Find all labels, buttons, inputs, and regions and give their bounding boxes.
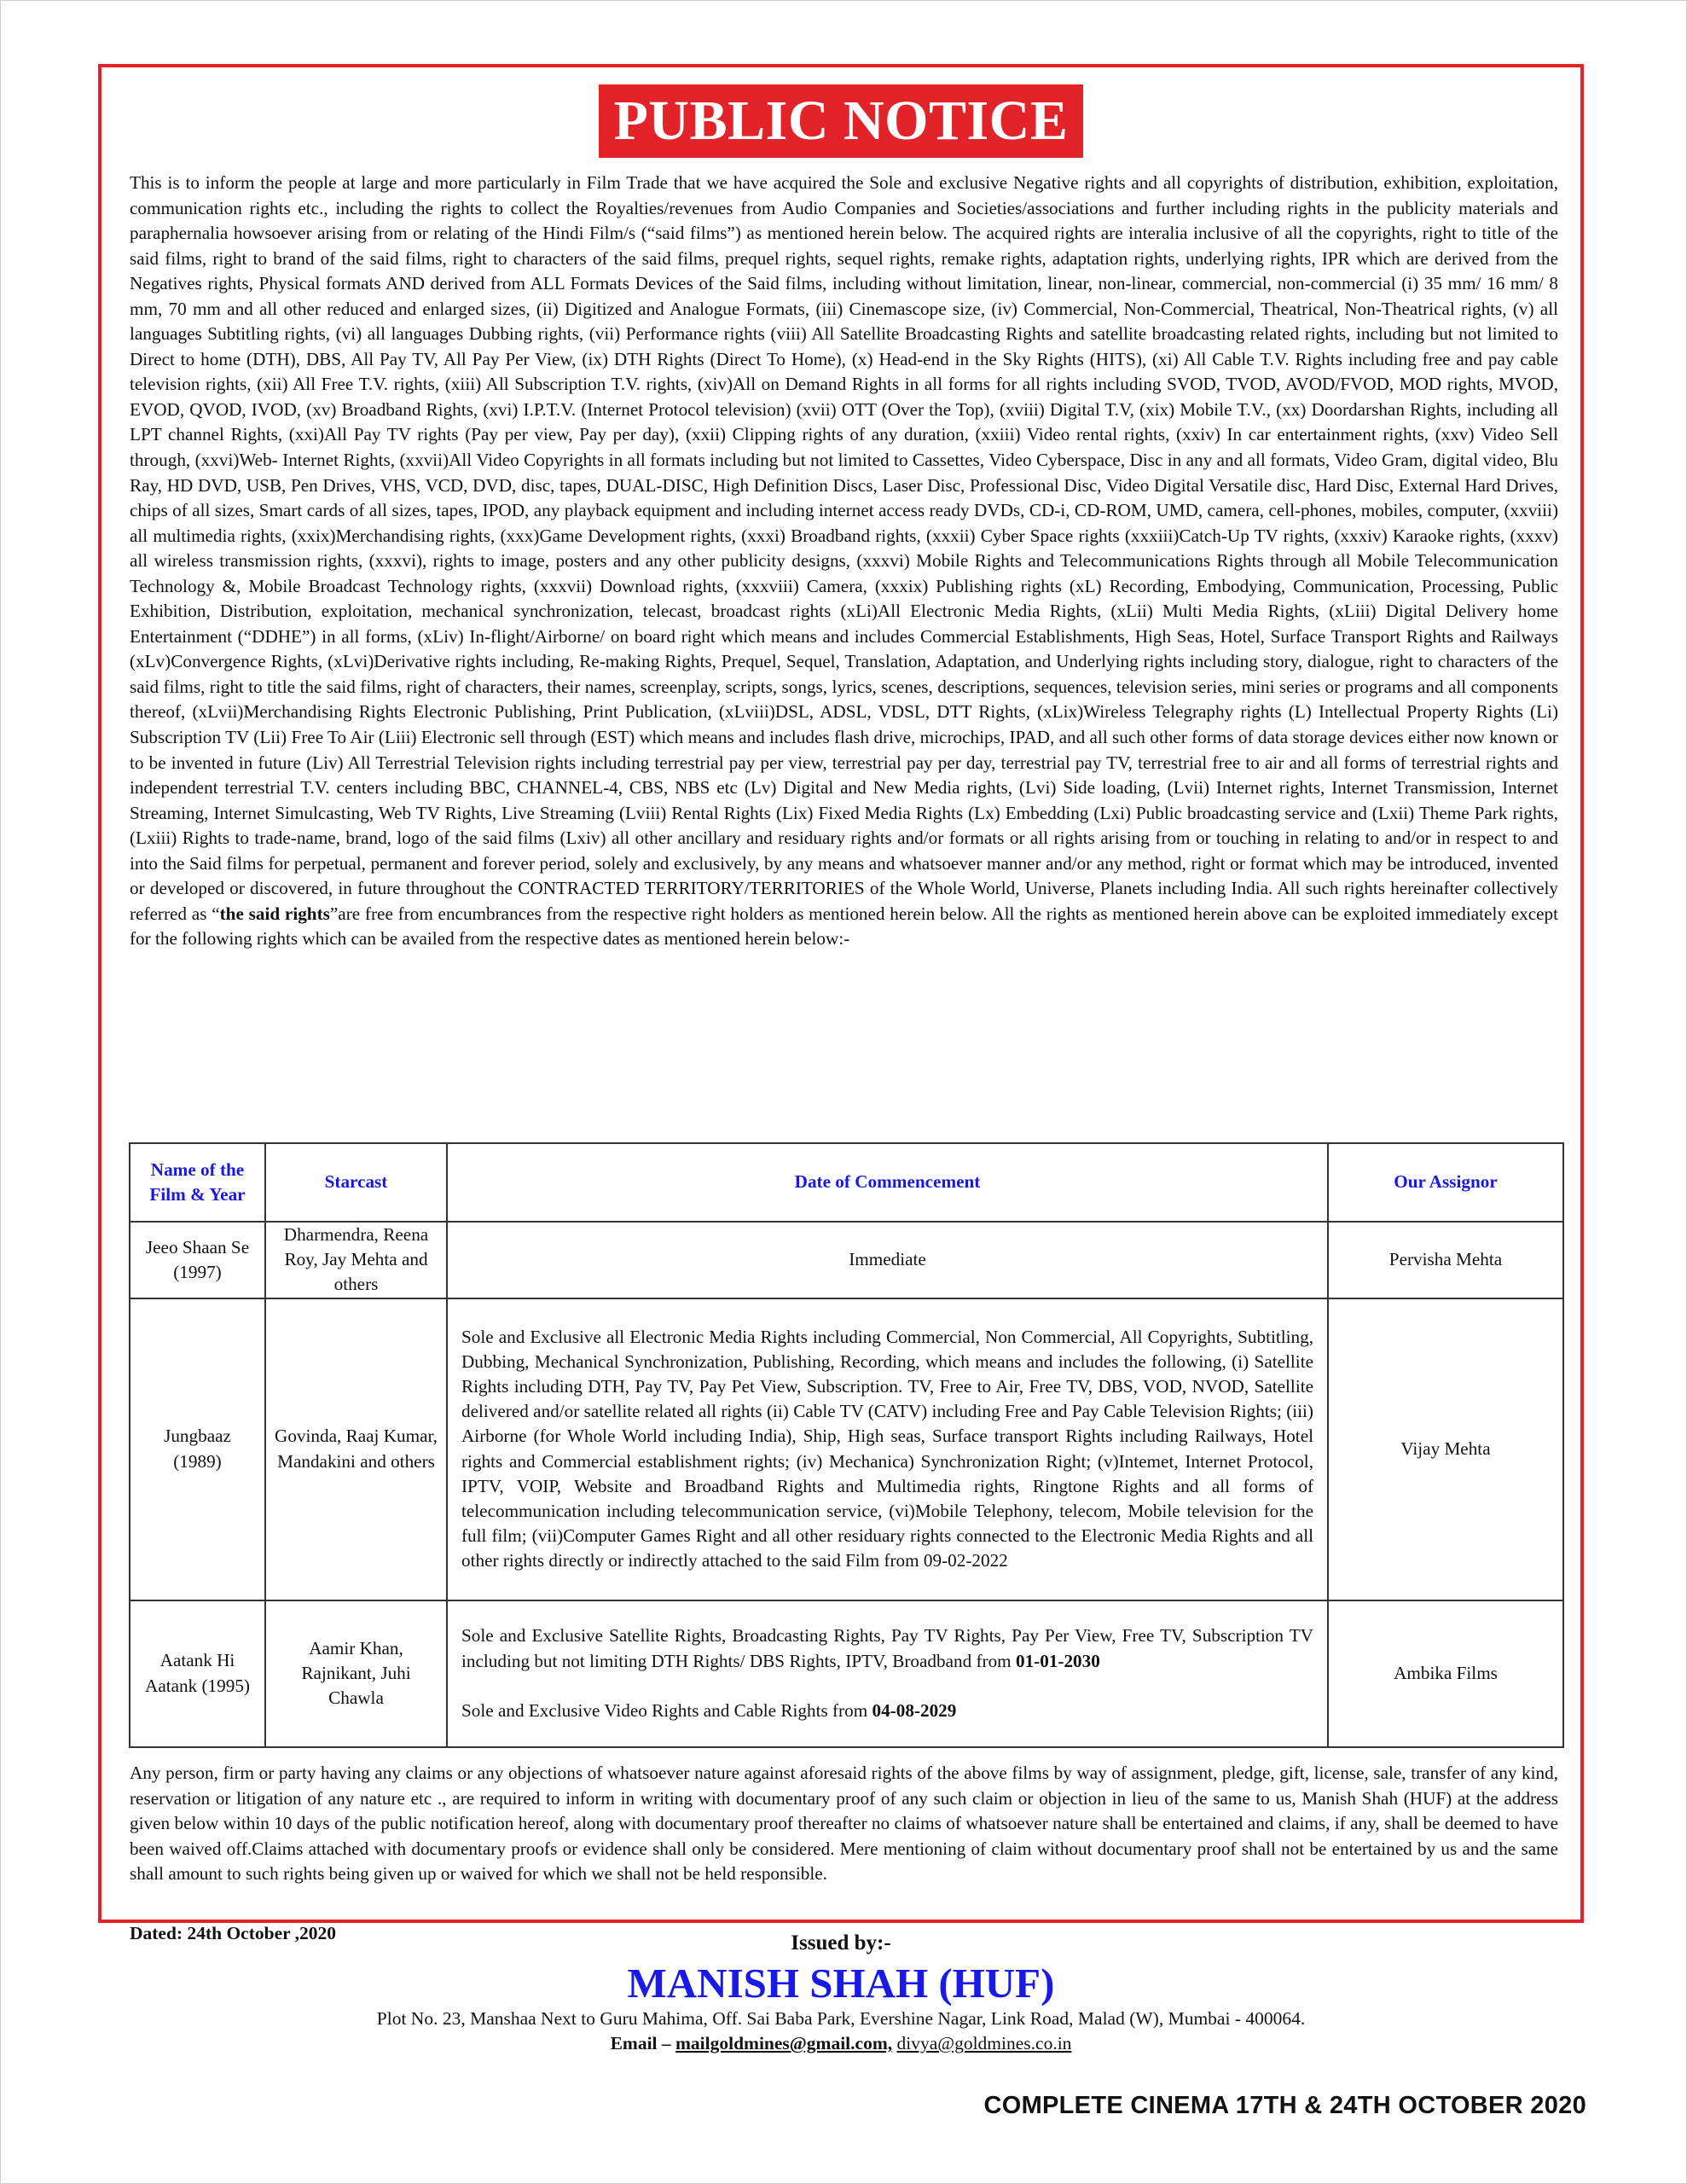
- email-link-primary[interactable]: mailgoldmines@gmail.com,: [675, 2033, 893, 2053]
- film-cell: Aatank Hi Aatank (1995): [130, 1600, 265, 1747]
- date-cell: Immediate: [447, 1222, 1328, 1298]
- notice-title: PUBLIC NOTICE: [599, 84, 1084, 158]
- title-wrap: [101, 84, 1580, 158]
- date-text-2: Sole and Exclusive Video Rights and Cable Rights from: [461, 1699, 872, 1721]
- films-table: [129, 1142, 1564, 1748]
- date-text-1: Sole and Exclusive Satellite Rights, Broadcasting Rights, Pay TV Rights, Pay Per View, Free TV, Subscription TV including but not limiting DTH Rights/ DBS Rights, IPTV, Broadband from: [461, 1625, 1313, 1671]
- claims-paragraph: Any person, firm or party having any claims or any objections of whatsoever nature against aforesaid rights of the above films by way of assignment, pledge, gift, license, sale, transfer of any kind, reservation or litigation of any nature etc ., are required to inform in writing with documentary proof of any such claim or objection in lieu of the same to us, Manish Shah (HUF) at the address given below within 10 days of the public notification hereof, along with documentary proof thereafter no claims of whatsoever nature shall be entertained and claims, if any, shall be deemed to have been waived off.Claims attached with documentary proofs or evidence shall only be considered. Mere mentioning of claim without documentary proof shall not be entertained by us and the same shall amount to such rights being given up or waived for which we shall not be held responsible.: [130, 1763, 1558, 1885]
- date-cell: Sole and Exclusive all Electronic Media Rights including Commercial, Non Commercial, All Copyrights, Subtitling, Dubbing, Mechanical Synchronization, Publishing, Recording, which means and includes the following, (i) Satellite Rights including DTH, Pay TV, Pay Pet View, Subscription. TV, Free to Air, Free TV, DBS, VOD, NVOD, Satellite delivered and/or satellite related all rights (ii) Cable TV (CATV) including Free and Pay Cable Television Rights; (iii) Airborne (for Whole World including India), Ship, High seas, Surface transport Rights including Railways, Hotel rights and Commercial establishment rights; (iv) Mechanica) Synchronization Right; (v)Intemet, Internet Protocol, IPTV, VOIP, Website and Broadband Rights and Multimedia rights, Ringtone Rights and all forms of telecommunication including telecommunication service, (vi)Mobile Telephony, telecom, Mobile television for the full film; (vii)Computer Games Right and all other residuary rights connected to the Electronic Media Rights and all other rights directly or indirectly attached to the said Film from 09-02-2022: [447, 1298, 1328, 1600]
- starcast-cell: Aamir Khan, Rajnikant, Juhi Chawla: [265, 1600, 447, 1747]
- issuer-name: MANISH SHAH (HUF): [627, 1960, 1055, 2007]
- film-cell: Jeeo Shaan Se (1997): [130, 1222, 265, 1298]
- intro-paragraph: [130, 171, 1558, 952]
- header-date: Date of Commencement: [447, 1143, 1328, 1222]
- assignor-cell: Ambika Films: [1328, 1600, 1563, 1747]
- dated-line: Dated: 24th October ,2020: [130, 1923, 337, 1943]
- film-cell: Jungbaaz (1989): [130, 1298, 265, 1600]
- date-bold-1: 01-01-2030: [1015, 1650, 1100, 1671]
- spacer: [461, 1674, 1313, 1699]
- assignor-cell: Pervisha Mehta: [1328, 1222, 1563, 1298]
- table-row: [130, 1600, 1563, 1747]
- assignor-cell: Vijay Mehta: [1328, 1298, 1563, 1600]
- publication-footer: COMPLETE CINEMA 17TH & 24TH OCTOBER 2020: [983, 2092, 1586, 2119]
- intro-text-1: This is to inform the people at large and more particularly in Film Trade that we have acquired the Sole and exclusive Negative rights and all copyrights of distribution, exhibition, exploitation, communication rights etc., including the rights to collect the Royalties/revenues from Audio Companies and Societies/associations and further including rights in the publicity materials and paraphernalia howsoever arising from or relating of the Hindi Film/s (“said films”) as mentioned herein below. The acquired rights are interalia inclusive of all the copyrights, right to title of the said films, right to brand of the said films, right to characters of the said films, prequel rights, sequel rights, remake rights, adaptation rights, underlying rights, IPR which are derived from the Negatives rights, Physical formats AND derived from ALL Formats Devices of the Said films, including without limitation, linear, non-linear, commercial, non-commercial (i) 35 mm/ 16 mm/ 8 mm, 70 mm and all other reduced and enlarged sizes, (ii) Digitized and Analogue Formats, (iii) Cinemascope size, (iv) Commercial, Non-Commercial, Theatrical, Non-Theatrical rights, (v) all languages Subtitling rights, (vi) all languages Dubbing rights, (vii) Performance rights (viii) All Satellite Broadcasting Rights and satellite broadcasting related rights, including but not limited to Direct to home (DTH), DBS, All Pay TV, All Pay Per View, (ix) DTH Rights (Direct To Home), (x) Head-end in the Sky Rights (HITS), (xi) All Cable T.V. Rights including free and pay cable television rights, (xii) All Free T.V. rights, (xiii) All Subscription T.V. rights, (xiv)All on Demand Rights in all forms for all rights including SVOD, TVOD, AVOD/FVOD, MOD rights, MVOD, EVOD, QVOD, IVOD, (xv) Broadband Rights, (xvi) I.P.T.V. (Internet Protocol television) (xvii) OTT (Over the Top), (xviii) Digital T.V, (xix) Mobile T.V., (xx) Doordarshan Rights, including all LPT channel Rights, (xxi)All Pay TV rights (Pay per view, Pay per day), (xxii) Clipping rights of any duration, (xxiii) Video rental rights, (xxiv) In car entertainment rights, (xxv) Video Sell through, (xxvi)Web- Internet Rights, (xxvii)All Video Copyrights in all formats including but not limited to Cassettes, Video Cyberspace, Disc in any and all formats, Video Gram, digital video, Blu Ray, HD DVD, USB, Pen Drives, VHS, VCD, DVD, disc, tapes, DUAL-DISC, High Definition Discs, Laser Disc, Professional Disc, Video Digital Versatile disc, Hard Disc, External Hard Drives, chips of all sizes, Smart cards of all sizes, tapes, IPOD, any playback equipment and including internet access ready DVDs, CD-i, CD-ROM, UMD, camera, cell-phones, mobiles, computer, (xxviii) all multimedia rights, (xxix)Merchandising rights, (xxx)Game Development rights, (xxxi) Broadband rights, (xxxii) Cyber Space rights (xxxiii)Catch-Up TV rights, (xxxiv) Karaoke rights, (xxxv) all wireless transmission rights, (xxxvi), rights to image, posters and any other publicity designs, (xxxvi) Mobile Rights and Telecommunications Rights through all Mobile Telecommunication Technology &, Mobile Broadcast Technology rights, (xxxvii) Download rights, (xxxviii) Camera, (xxxix) Publishing rights (xL) Recording, Embodying, Communication, Processing, Public Exhibition, Distribution, exploitation, mechanical synchronization, telecast, broadcast rights (xLi)All Electronic Media Rights, (xLii) Multi Media Rights, (xLiii) Digital Delivery home Entertainment (“DDHE”) in all forms, (xLiv) In-flight/Airborne/ on board right which means and includes Commercial Establishments, High Seas, Hotel, Surface Transport Rights and Railways (xLv)Convergence Rights, (xLvi)Derivative rights including, Re-making Rights, Prequel, Sequel, Translation, Adaptation, and Underlying rights including story, dialogue, right to characters of the said films, right to title the said films, right of characters, their names, screenplay, scripts, songs, lyrics, scenes, descriptions, sequences, television series, mini series or programs and all components thereof, (xLvii)Merchandising Rights Electronic Publishing, Print Publication, (xLviii)DSL, ADSL, VDSL, DTT Rights, (xLix)Wireless Telegraphy rights (L) Intellectual Property Rights (Li) Subscription TV (Lii) Free To Air (Liii) Electronic sell through (EST) which means and includes flash drive, microchips, IPAD, and all such other forms of data storage devices either now known or to be invented in future (Liv) All Terrestrial Television rights including terrestrial pay per view, terrestrial pay per day, terrestrial pay TV, terrestrial free to air and all forms of terrestrial rights and independent terrestrial T.V. centers including BBC, CHANNEL-4, CBS, NBS etc (Lv) Digital and New Media rights, (Lvi) Side loading, (Lvii) Internet rights, Internet Transmission, Internet Streaming, Internet Simulcasting, Web TV Rights, Live Streaming (Lviii) Rental Rights (Lix) Fixed Media Rights (Lx) Embedding (Lxi) Public broadcasting service and (Lxii) Theme Park rights, (Lxiii) Rights to trade-name, brand, logo of the said films (Lxiv) all other ancillary and residuary rights and/or formats or all rights arising from or touching in relating to and/or in respect to and into the Said films for perpetual, permanent and forever period, solely and exclusively, by any means and whatsoever manner and/or any method, right or format which may be introduced, invented or developed or discovered, in future throughout the CONTRACTED TERRITORY/TERRITORIES of the Whole World, Universe, Planets including India. All such rights hereinafter collectively referred as “: [130, 172, 1558, 924]
- issued-by-label: Issued by:-: [791, 1931, 891, 1955]
- email-link-secondary[interactable]: divya@goldmines.co.in: [896, 2033, 1072, 2053]
- email-line: [101, 2031, 1580, 2056]
- table-header-row: [130, 1143, 1563, 1222]
- intro-bold-term: the said rights: [219, 903, 330, 924]
- issuer-address: Plot No. 23, Manshaa Next to Guru Mahima, Off. Sai Baba Park, Evershine Nagar, Link Road, Malad (W), Mumbai - 400064.: [376, 2008, 1306, 2029]
- starcast-cell: Govinda, Raaj Kumar, Mandakini and others: [265, 1298, 447, 1600]
- date-cell: [447, 1600, 1328, 1747]
- header-assignor: Our Assignor: [1328, 1143, 1563, 1222]
- date-bold-2: 04-08-2029: [872, 1699, 957, 1721]
- intro-text-2: ”are free from encumbrances from the respective right holders as mentioned herein below. All the rights as mentioned herein above can be exploited immediately except for the following rights which can be availed from the respective dates as mentioned herein below:-: [130, 903, 1558, 950]
- email-label: Email –: [610, 2033, 676, 2053]
- header-film: Name of the Film & Year: [130, 1143, 265, 1222]
- table-row: [130, 1298, 1563, 1600]
- starcast-cell: Dharmendra, Reena Roy, Jay Mehta and others: [265, 1222, 447, 1298]
- table-row: [130, 1222, 1563, 1298]
- header-starcast: Starcast: [265, 1143, 447, 1222]
- notice-frame: [98, 64, 1584, 2053]
